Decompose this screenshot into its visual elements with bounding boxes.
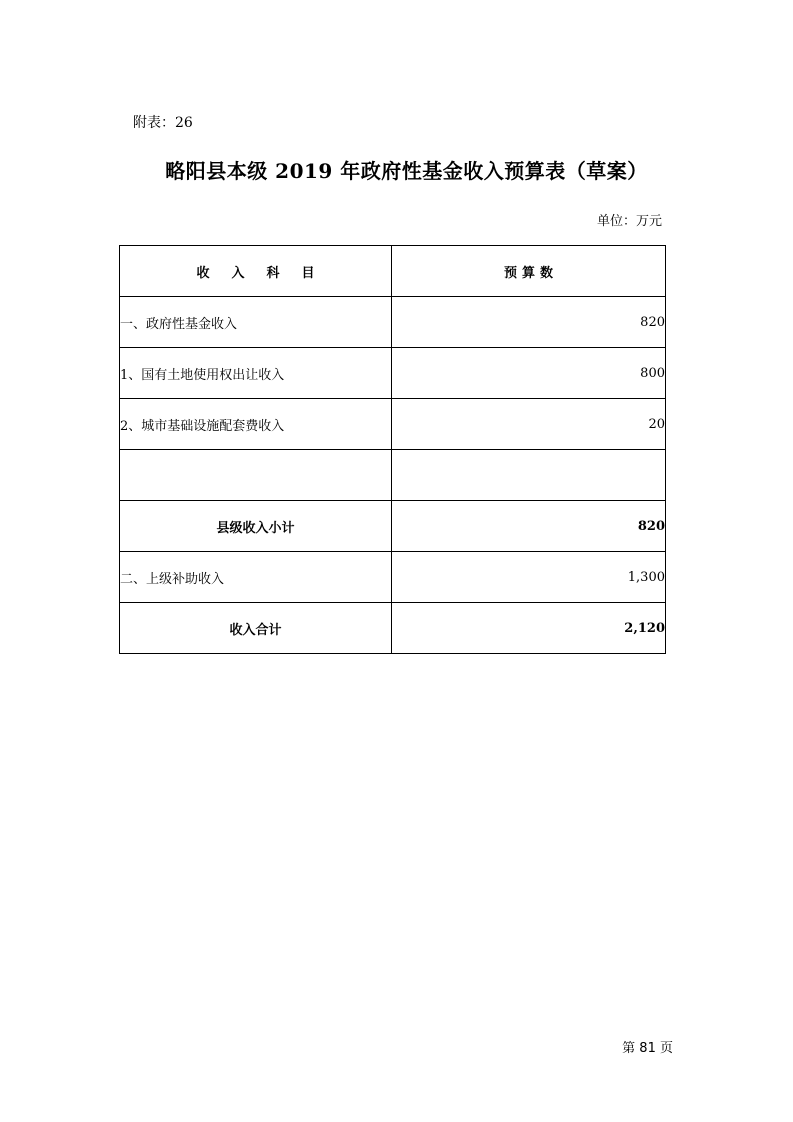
subtotal-row xyxy=(120,501,666,552)
header-subject-label: 收入科目 xyxy=(196,265,337,281)
table-row xyxy=(120,399,666,450)
table-row xyxy=(120,348,666,399)
row-value: 800 xyxy=(392,348,666,399)
table-row-empty xyxy=(120,450,666,501)
row-value: 20 xyxy=(392,399,666,450)
row-label: 2、城市基础设施配套费收入 xyxy=(120,399,392,450)
total-row xyxy=(120,603,666,654)
subtotal-value: 820 xyxy=(392,501,666,552)
budget-table xyxy=(119,245,666,654)
page-number xyxy=(622,1040,673,1058)
row-value xyxy=(392,450,666,501)
total-value: 2,120 xyxy=(392,603,666,654)
total-label: 收入合计 xyxy=(120,603,392,654)
unit-label: 单位：万元 xyxy=(596,214,662,229)
row-value: 820 xyxy=(392,297,666,348)
header-amount-label: 预算数 xyxy=(503,265,558,281)
row-label: 一、政府性基金收入 xyxy=(120,297,392,348)
header-subject-cell xyxy=(120,246,392,297)
table-header-row xyxy=(120,246,666,297)
document-title: 略阳县本级 2019 年政府性基金收入预算表（草案） xyxy=(165,159,648,183)
row-label xyxy=(120,450,392,501)
attachment-label: 附表：26 xyxy=(133,115,193,131)
row-label: 1、国有土地使用权出让收入 xyxy=(120,348,392,399)
table-row xyxy=(120,552,666,603)
table-row xyxy=(120,297,666,348)
page-number-value: 81 xyxy=(639,1041,656,1056)
page-prefix: 第 xyxy=(622,1041,636,1056)
row-label: 二、上级补助收入 xyxy=(120,552,392,603)
subtotal-label: 县级收入小计 xyxy=(120,501,392,552)
header-amount-cell xyxy=(392,246,666,297)
row-value: 1,300 xyxy=(392,552,666,603)
page-suffix: 页 xyxy=(659,1041,673,1056)
